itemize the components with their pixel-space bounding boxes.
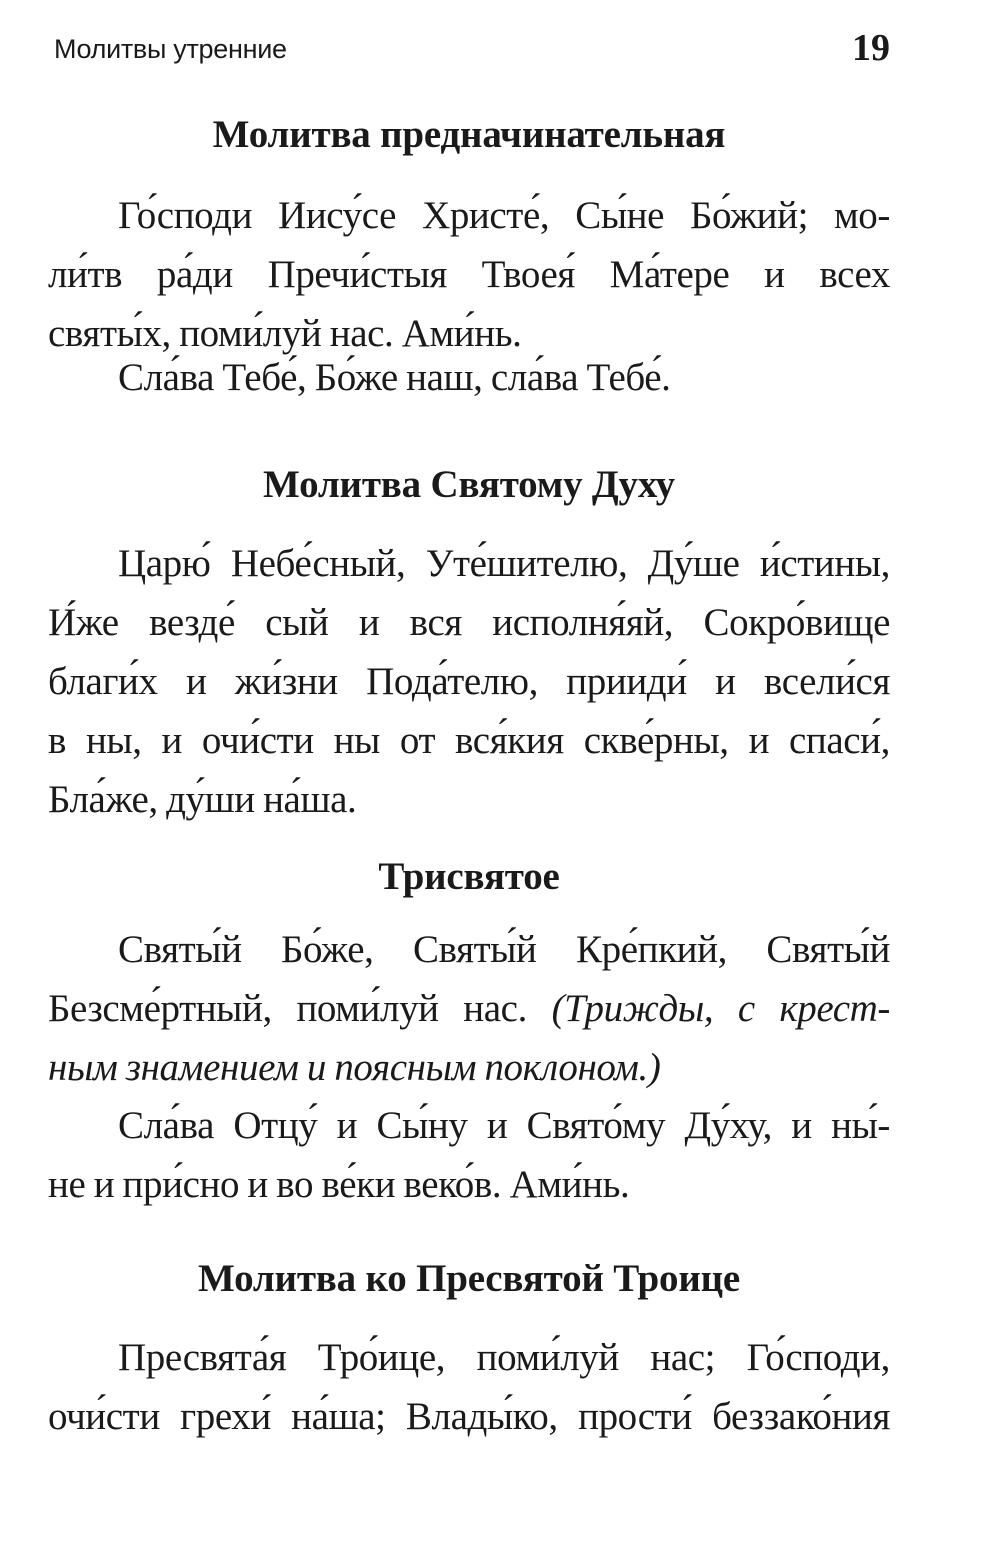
- rubric-instruction: ным знамением и поясным поклоном.): [48, 1046, 661, 1089]
- section-heading: Молитва Святому Духу: [263, 463, 675, 506]
- prayer-line: в ны, и очи́сти ны от вся́кия скве́рны, и спаси́,: [48, 719, 890, 762]
- prayer-paragraph: [48, 1096, 890, 1214]
- prayer-line: И́же везде́ сый и вся исполня́яй, Сокро́вище: [48, 601, 890, 644]
- prayer-line: Царю́ Небе́сный, Уте́шителю, Ду́ше и́стины,: [118, 542, 890, 585]
- running-title: Молитвы утренние: [54, 34, 287, 64]
- prayer-line: Святы́й Бо́же, Святы́й Кре́пкий, Святы́й: [118, 928, 890, 971]
- page-number: 19: [852, 27, 890, 69]
- section-heading: Молитва ко Пресвятой Троице: [197, 1257, 740, 1300]
- section-heading: Трисвятое: [378, 855, 560, 898]
- section-heading: Молитва предначинательная: [212, 113, 726, 156]
- prayer-paragraph: [48, 348, 890, 407]
- prayer-line: Бла́же, ду́ши на́ша.: [48, 778, 357, 821]
- prayer-line: ли́тв ра́ди Пречи́стыя Твоея́ Ма́тере и всех: [48, 253, 890, 296]
- prayer-line: Сла́ва Тебе́, Бо́же наш, сла́ва Тебе́.: [118, 356, 671, 399]
- prayer-line: святы́х, поми́луй нас. Ами́нь.: [48, 312, 522, 355]
- prayer-line: не и при́сно и во ве́ки веко́в. Ами́нь.: [48, 1163, 630, 1206]
- prayer-line: Го́споди Иису́се Христе́, Сы́не Бо́жий; мо-: [118, 194, 890, 237]
- prayer-paragraph: [48, 1328, 890, 1446]
- prayer-line: [48, 979, 890, 1038]
- prayer-line: Сла́ва Отцу́ и Сы́ну и Свято́му Ду́ху, и ны́-: [118, 1104, 890, 1147]
- prayer-text: Безсме́ртный, поми́луй нас.: [48, 987, 552, 1030]
- running-header: [48, 27, 890, 70]
- prayer-line: благи́х и жи́зни Пода́телю, прииди́ и всели́ся: [48, 660, 890, 703]
- prayer-line: очи́сти грехи́ на́ша; Влады́ко, прости́ беззако́ния: [48, 1395, 890, 1438]
- prayer-paragraph: [48, 186, 890, 363]
- prayer-paragraph: [48, 920, 890, 1097]
- prayer-paragraph: [48, 534, 890, 829]
- prayer-line: Пресвята́я Тро́ице, поми́луй нас; Го́споди,: [118, 1336, 890, 1379]
- rubric-instruction: (Трижды, с крест-: [551, 987, 891, 1030]
